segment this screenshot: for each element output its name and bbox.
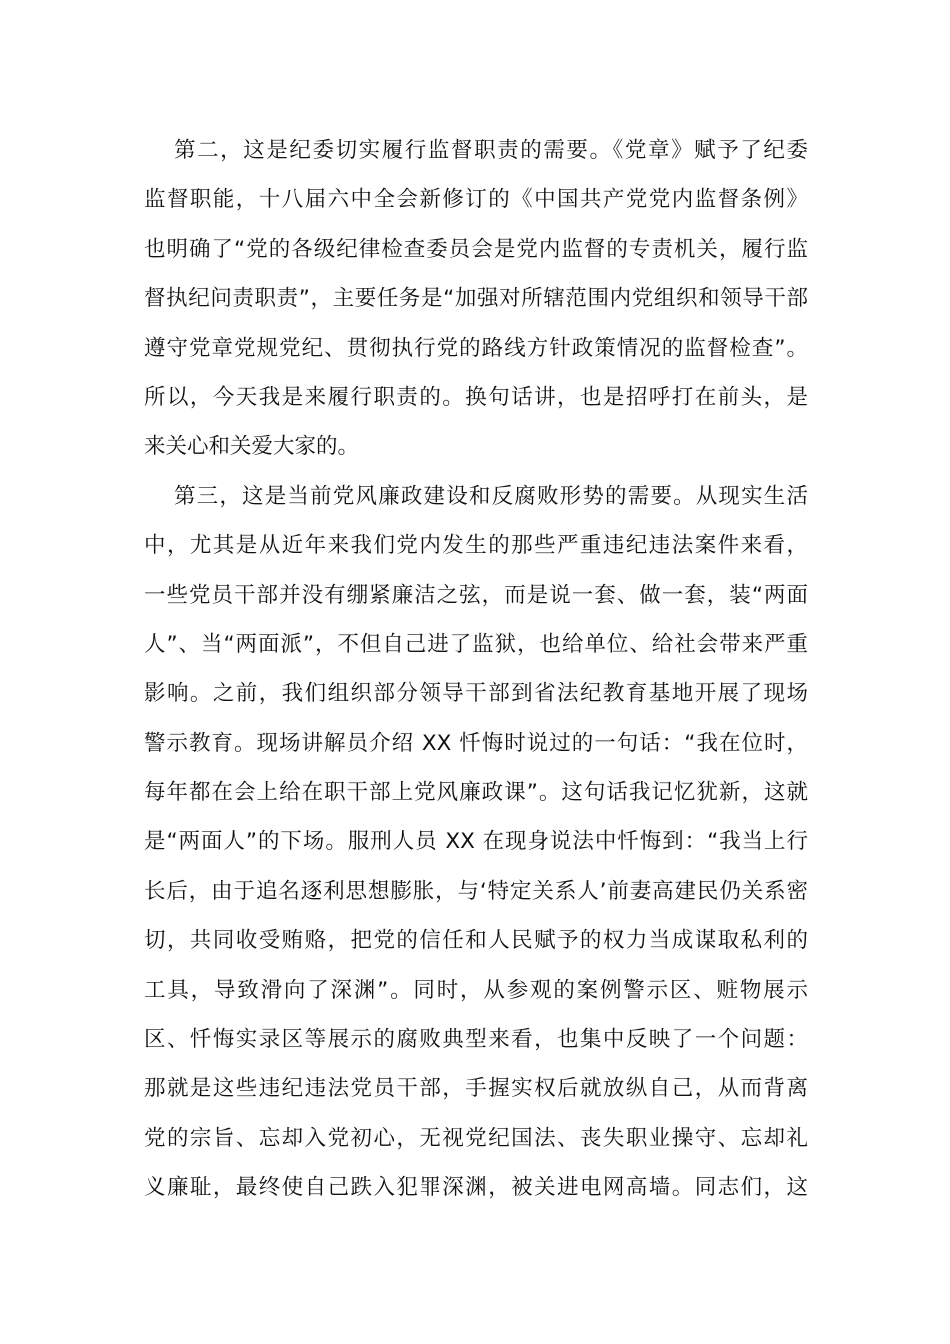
- paragraph-3: [144, 472, 808, 1213]
- text-line: 第二，这是纪委切实履行监督职责的需要。《党章》赋予了纪委: [174, 138, 808, 163]
- text-line: 长后，由于追名逐利思想膨胀，与‘特定关系人’前妻高建民仍关系密: [144, 878, 808, 904]
- text-line: 督执纪问责职责”，主要任务是“加强对所辖范围内党组织和领导干部: [144, 286, 808, 312]
- text-line: 来关心和关爱大家的。: [144, 434, 360, 460]
- text-line: 区、忏悔实录区等展示的腐败典型来看，也集中反映了一个问题：: [144, 1027, 808, 1053]
- text-line: 监督职能，十八届六中全会新修订的《中国共产党党内监督条例》: [144, 187, 808, 213]
- text-line: 警示教育。现场讲解员介绍 XX 忏悔时说过的一句话：“我在位时，: [144, 730, 808, 756]
- text-line: 工具，导致滑向了深渊”。同时，从参观的案例警示区、赃物展示: [144, 977, 808, 1003]
- text-line: 中，尤其是从近年来我们党内发生的那些严重违纪违法案件来看，: [144, 533, 808, 559]
- text-line: 党的宗旨、忘却入党初心，无视党纪国法、丧失职业操守、忘却礼: [144, 1125, 808, 1151]
- paragraph-2: [144, 126, 808, 472]
- text-line: 切，共同收受贿赂，把党的信任和人民赋予的权力当成谋取私利的: [144, 928, 808, 954]
- text-line: 是“两面人”的下场。服刑人员 XX 在现身说法中忏悔到：“我当上行: [144, 829, 808, 855]
- text-line: 那就是这些违纪违法党员干部，手握实权后就放纵自己，从而背离: [144, 1076, 808, 1102]
- text-line: 所以，今天我是来履行职责的。换句话讲，也是招呼打在前头，是: [144, 384, 808, 410]
- text-line: 义廉耻，最终使自己跌入犯罪深渊，被关进电网高墙。同志们，这: [144, 1175, 808, 1201]
- text-line: 第三，这是当前党风廉政建设和反腐败形势的需要。从现实生活: [174, 483, 808, 509]
- text-line: 影响。之前，我们组织部分领导干部到省法纪教育基地开展了现场: [144, 681, 808, 707]
- text-line: 也明确了“党的各级纪律检查委员会是党内监督的专责机关，履行监: [144, 236, 808, 262]
- document-body: [144, 126, 808, 1213]
- text-line: 人”、当“两面派”，不但自己进了监狱，也给单位、给社会带来严重: [144, 631, 808, 657]
- text-line: 每年都在会上给在职干部上党风廉政课”。这句话我记忆犹新，这就: [144, 780, 808, 806]
- text-line: 一些党员干部并没有绷紧廉洁之弦，而是说一套、做一套，装“两面: [144, 582, 808, 608]
- text-line: 遵守党章党规党纪、贯彻执行党的路线方针政策情况的监督检查”。: [144, 335, 808, 361]
